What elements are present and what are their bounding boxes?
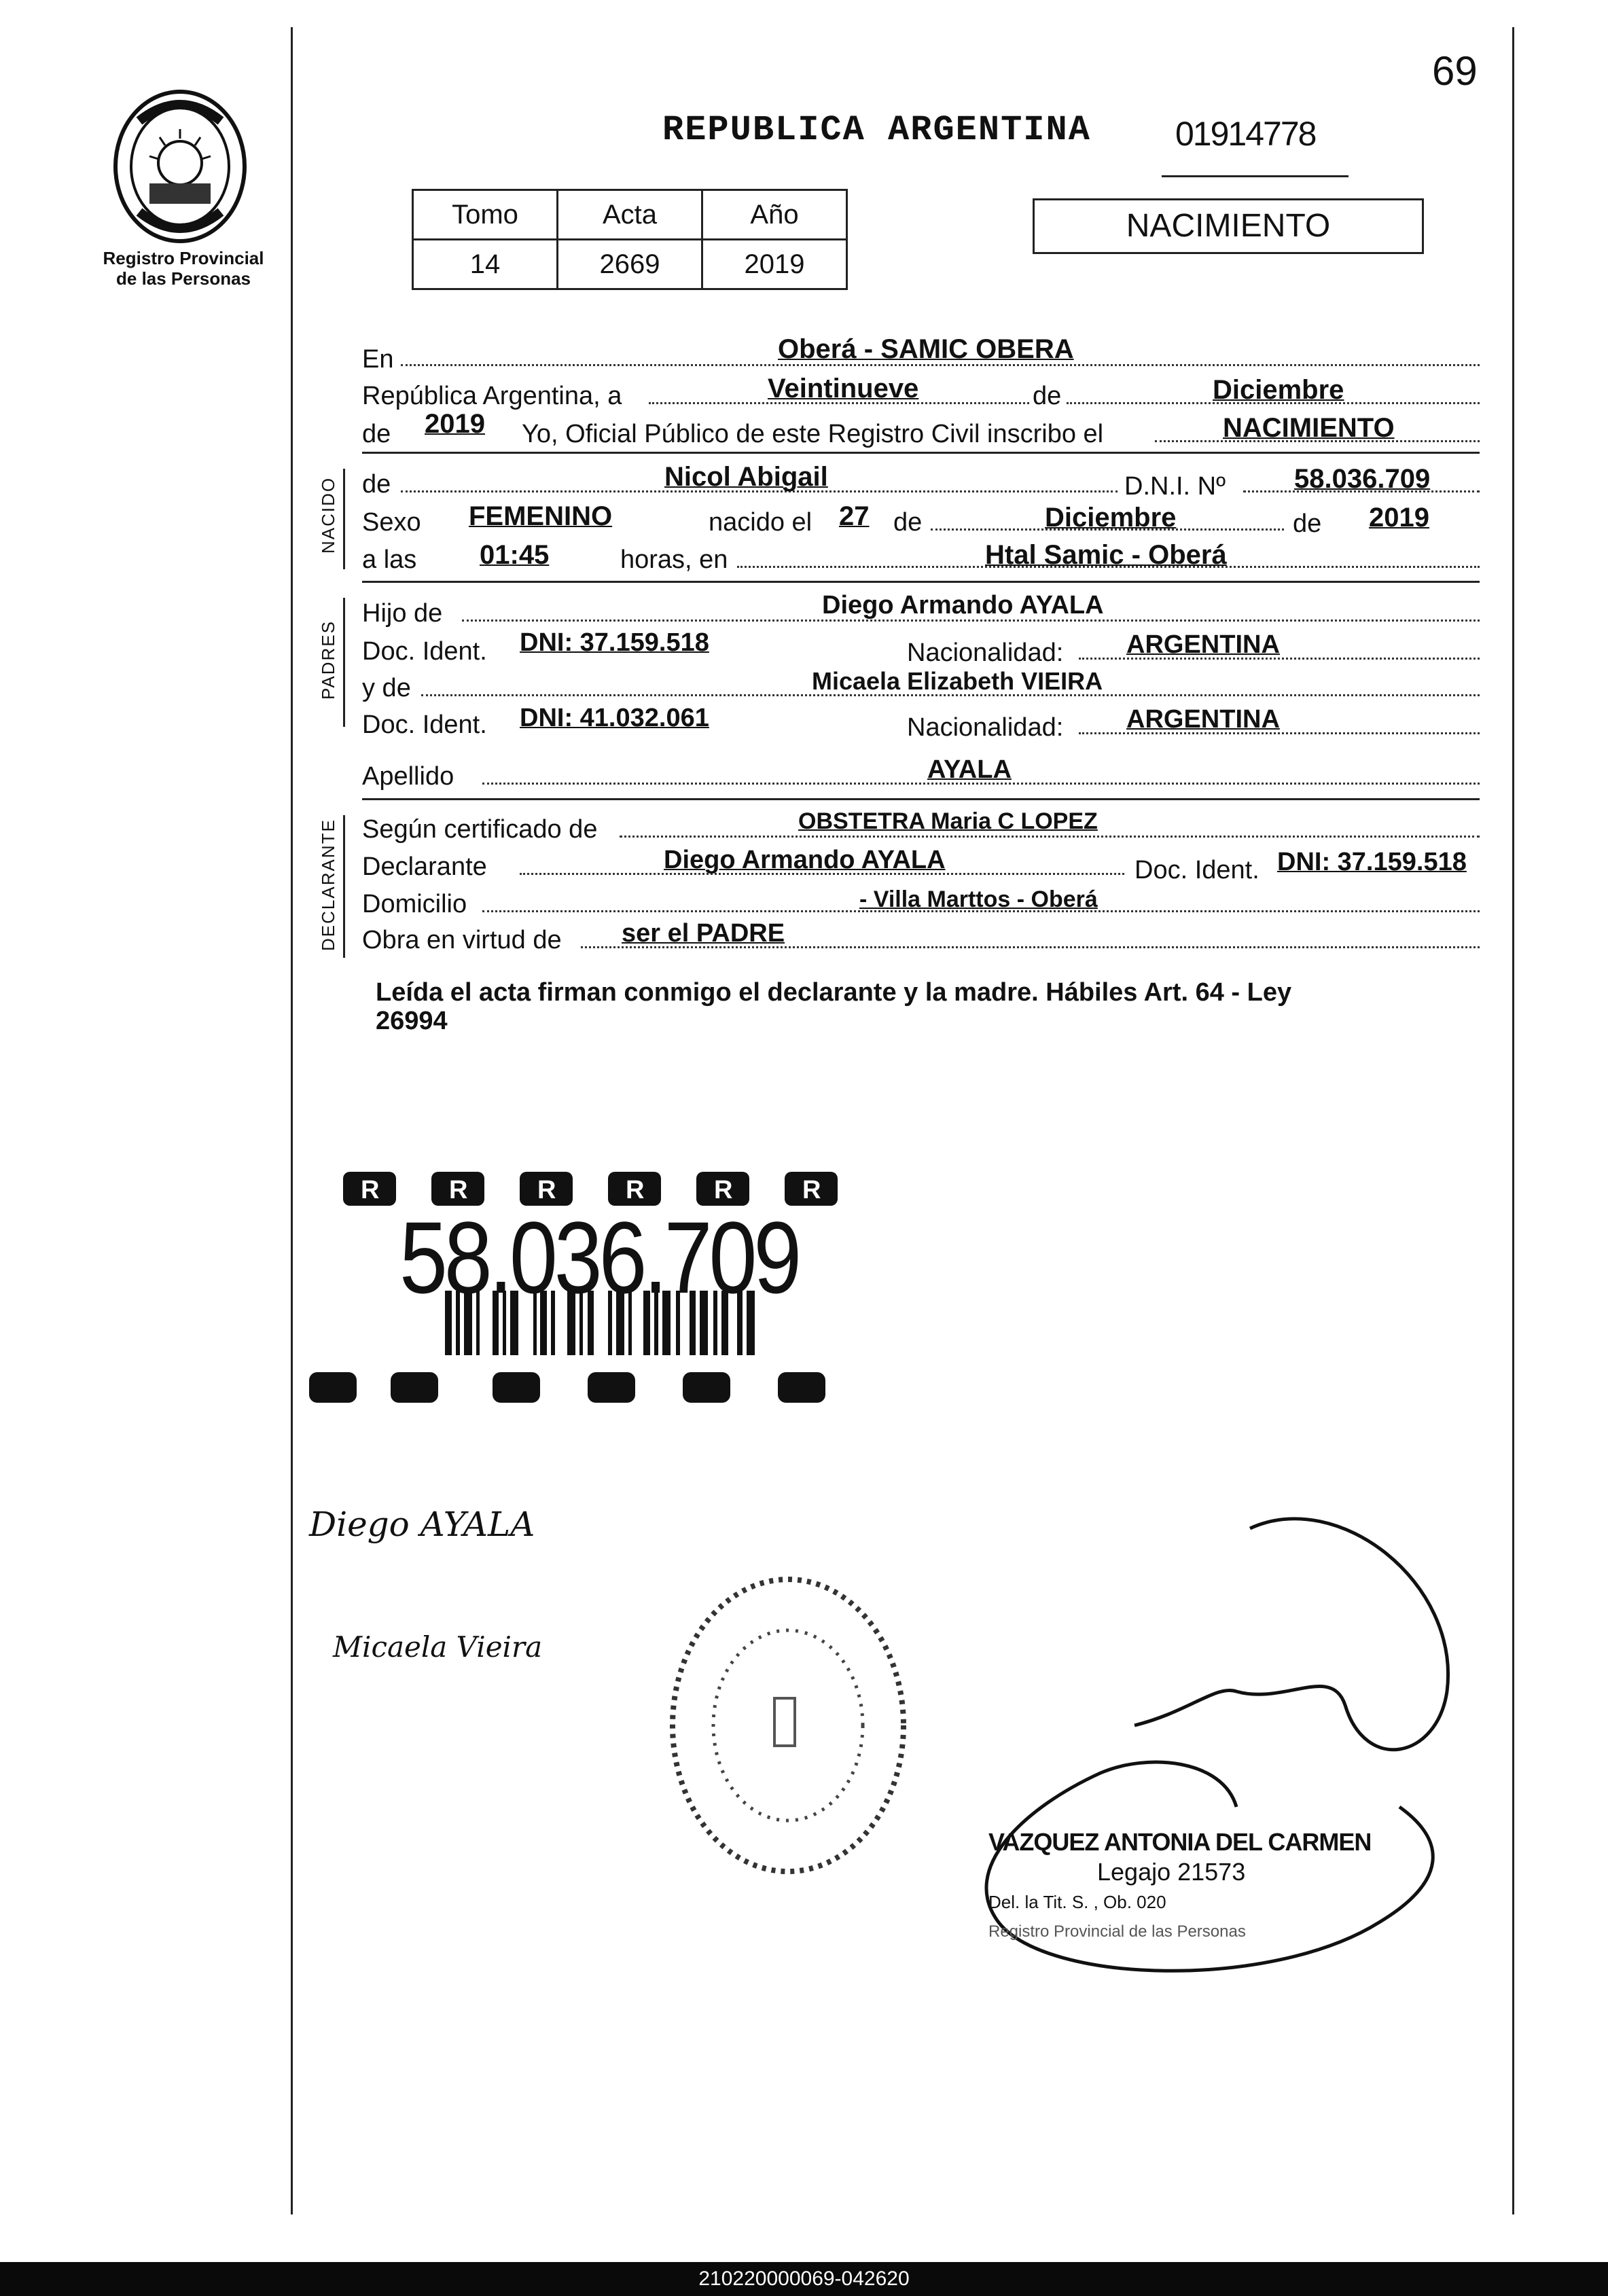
tomo-value: 14 bbox=[413, 240, 558, 289]
label-a-las: a las bbox=[362, 545, 417, 574]
value-birth-month: Diciembre bbox=[1045, 503, 1177, 533]
nacido-bracket bbox=[343, 469, 345, 569]
closing-text bbox=[376, 978, 1490, 1035]
label-horas-en: horas, en bbox=[620, 545, 728, 574]
section-nacido: NACIDO bbox=[318, 476, 338, 554]
value-year: 2019 bbox=[425, 409, 485, 439]
svg-text:R: R bbox=[714, 1176, 733, 1204]
round-official-seal bbox=[666, 1562, 937, 1888]
stamp-line1: VAZQUEZ ANTONIA DEL CARMEN bbox=[988, 1828, 1372, 1856]
anio-header: Año bbox=[702, 190, 847, 240]
section-padres: PADRES bbox=[318, 620, 338, 700]
dotline-certificate bbox=[620, 836, 1480, 838]
serial-number: 01914778 bbox=[1175, 115, 1316, 153]
label-father-doc: Doc. Ident. bbox=[362, 637, 487, 666]
label-de-year2: de bbox=[1293, 509, 1322, 538]
value-act: NACIMIENTO bbox=[1223, 413, 1395, 443]
value-hour: 01:45 bbox=[480, 540, 550, 570]
tomo-header: Tomo bbox=[413, 190, 558, 240]
mother-signature: Micaela Vieira bbox=[333, 1630, 543, 1664]
registry-line2: de las Personas bbox=[116, 268, 251, 289]
label-y-de: y de bbox=[362, 674, 411, 702]
separator-1 bbox=[362, 452, 1480, 454]
acta-header: Acta bbox=[558, 190, 702, 240]
separator-2 bbox=[362, 581, 1480, 583]
value-mother: Micaela Elizabeth VIEIRA bbox=[812, 667, 1103, 695]
stamp-line4: Registro Provincial de las Personas bbox=[988, 1922, 1246, 1941]
stamp-line3: Del. la Tit. S. , Ob. 020 bbox=[988, 1892, 1166, 1912]
label-hijo-de: Hijo de bbox=[362, 599, 443, 628]
label-mother-doc: Doc. Ident. bbox=[362, 711, 487, 739]
value-birth-day: 27 bbox=[839, 501, 870, 531]
label-de-name: de bbox=[362, 470, 391, 499]
value-dni: 58.036.709 bbox=[1294, 464, 1431, 494]
svg-text:R: R bbox=[802, 1176, 821, 1204]
value-mother-doc: DNI: 41.032.061 bbox=[520, 704, 709, 732]
label-mother-nat: Nacionalidad: bbox=[907, 713, 1064, 742]
label-domicilio: Domicilio bbox=[362, 890, 467, 918]
label-nacido-el: nacido el bbox=[709, 508, 812, 537]
country-title: REPUBLICA ARGENTINA bbox=[662, 110, 1091, 150]
svg-text:R: R bbox=[626, 1176, 645, 1204]
value-sexo: FEMENINO bbox=[469, 501, 613, 531]
value-capacity: ser el PADRE bbox=[622, 919, 785, 948]
page-number: 69 bbox=[1432, 48, 1478, 94]
footer-bar bbox=[0, 2262, 1608, 2296]
doc-type-box: NACIMIENTO bbox=[1033, 198, 1424, 254]
anio-value: 2019 bbox=[702, 240, 847, 289]
value-father: Diego Armando AYALA bbox=[822, 591, 1104, 620]
registry-name bbox=[82, 248, 285, 289]
label-declarant-doc: Doc. Ident. bbox=[1134, 856, 1259, 884]
sticker-number: 58.036.709 bbox=[399, 1200, 799, 1314]
value-birth-year: 2019 bbox=[1369, 503, 1429, 533]
label-republica: República Argentina, a bbox=[362, 382, 622, 410]
closing-line1: Leída el acta firman conmigo el declarante y la madre. Hábiles Art. 64 - Ley bbox=[376, 978, 1292, 1007]
svg-text:R: R bbox=[361, 1176, 380, 1204]
label-en: En bbox=[362, 345, 394, 374]
footer-code: 210220000069-042620 bbox=[698, 2267, 910, 2290]
stamp-line2: Legajo 21573 bbox=[1097, 1858, 1246, 1886]
separator-3 bbox=[362, 798, 1480, 800]
label-obra: Obra en virtud de bbox=[362, 926, 562, 954]
label-sexo: Sexo bbox=[362, 508, 421, 537]
value-month: Diciembre bbox=[1213, 375, 1344, 405]
right-margin-line bbox=[1512, 27, 1514, 2214]
value-name: Nicol Abigail bbox=[664, 462, 828, 492]
label-de-year: de bbox=[362, 420, 391, 448]
label-declarante: Declarante bbox=[362, 853, 487, 881]
serial-underline bbox=[1162, 175, 1348, 177]
value-declarant-doc: DNI: 37.159.518 bbox=[1277, 848, 1467, 876]
father-signature: Diego AYALA bbox=[309, 1505, 535, 1544]
section-declarante: DECLARANTE bbox=[318, 819, 338, 951]
registry-line1: Registro Provincial bbox=[103, 248, 264, 268]
value-father-doc: DNI: 37.159.518 bbox=[520, 628, 709, 657]
declarante-bracket bbox=[343, 815, 345, 958]
value-day-words: Veintinueve bbox=[768, 374, 919, 403]
value-birth-place: Htal Samic - Oberá bbox=[985, 540, 1227, 570]
value-surname: AYALA bbox=[927, 755, 1012, 784]
label-de-day: de bbox=[893, 508, 923, 537]
value-place: Oberá - SAMIC OBERA bbox=[778, 334, 1074, 364]
closing-line2: 26994 bbox=[376, 1007, 448, 1035]
label-father-nat: Nacionalidad: bbox=[907, 639, 1064, 667]
acta-value: 2669 bbox=[558, 240, 702, 289]
label-de-month: de bbox=[1033, 382, 1062, 410]
value-declarant: Diego Armando AYALA bbox=[664, 846, 946, 874]
left-margin-line bbox=[291, 27, 293, 2214]
official-stamp bbox=[988, 1827, 1371, 1947]
label-segun: Según certificado de bbox=[362, 815, 598, 844]
svg-text:R: R bbox=[537, 1176, 556, 1204]
value-mother-nat: ARGENTINA bbox=[1126, 705, 1280, 734]
provincial-seal-logo bbox=[112, 88, 248, 245]
value-certificate: OBSTETRA Maria C LOPEZ bbox=[798, 808, 1098, 834]
label-dni: D.N.I. Nº bbox=[1124, 472, 1226, 501]
padres-bracket bbox=[343, 598, 345, 727]
value-father-nat: ARGENTINA bbox=[1126, 630, 1280, 659]
svg-text:R: R bbox=[449, 1176, 468, 1204]
value-address: - Villa Marttos - Oberá bbox=[859, 886, 1098, 912]
label-apellido: Apellido bbox=[362, 762, 454, 791]
label-yo-oficial: Yo, Oficial Público de este Registro Civil inscribo el bbox=[522, 420, 1104, 448]
acta-table bbox=[412, 189, 848, 290]
